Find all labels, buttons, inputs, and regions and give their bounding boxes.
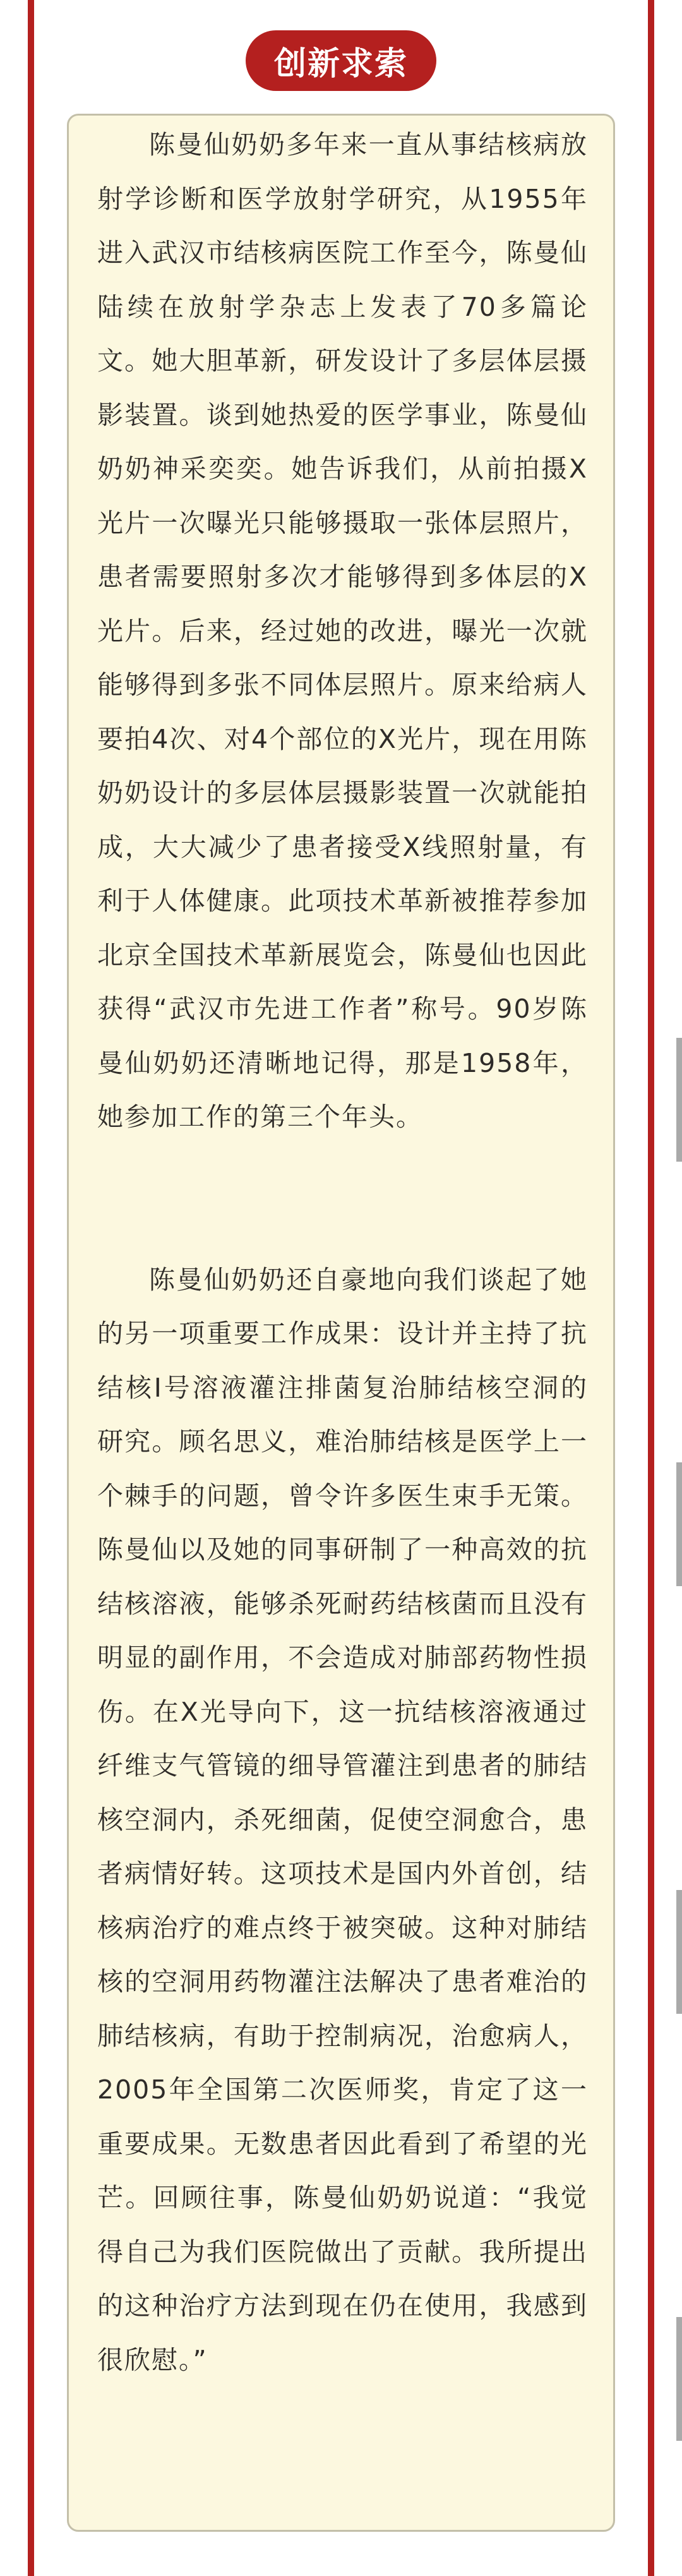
scroll-edge-mark	[676, 1890, 682, 2014]
article-paragraph-1: 陈曼仙奶奶多年来一直从事结核病放射学诊断和医学放射学研究，从1955年进入武汉市结核病医院工作至今，陈曼仙陆续在放射学杂志上发表了70多篇论文。她大胆革新，研发设计了多层体层摄影装置。谈到她热爱的医学事业，陈曼仙奶奶神采奕奕。她告诉我们，从前拍摄X光片一次曝光只能够摄取一张体层照片，患者需要照射多次才能够得到多体层的X光片。后来，经过她的改进，曝光一次就能够得到多张不同体层照片。原来给病人要拍4次、对4个部位的X光片，现在用陈奶奶设计的多层体层摄影装置一次就能拍成，大大减少了患者接受X线照射量，有利于人体健康。此项技术革新被推荐参加北京全国技术革新展览会，陈曼仙也因此获得“武汉市先进工作者”称号。90岁陈曼仙奶奶还清晰地记得，那是1958年，她参加工作的第三个年头。	[97, 129, 588, 1132]
left-border-line	[28, 0, 34, 2576]
section-title: 创新求索	[273, 45, 408, 83]
scroll-edge-mark	[676, 1038, 682, 1162]
scroll-edge-mark	[676, 1462, 682, 1586]
article-text-panel	[67, 114, 615, 2532]
scroll-edge-mark	[676, 2317, 682, 2441]
right-border-line	[648, 0, 654, 2576]
article-paragraph-2: 陈曼仙奶奶还自豪地向我们谈起了她的另一项重要工作成果：设计并主持了抗结核I号溶液灌注排菌复治肺结核空洞的研究。顾名思义，难治肺结核是医学上一个棘手的问题，曾令许多医生束手无策。陈曼仙以及她的同事研制了一种高效的抗结核溶液，能够杀死耐药结核菌而且没有明显的副作用，不会造成对肺部药物性损伤。在X光导向下，这一抗结核溶液通过纤维支气管镜的细导管灌注到患者的肺结核空洞内，杀死细菌，促使空洞愈合，患者病情好转。这项技术是国内外首创，结核病治疗的难点终于被突破。这种对肺结核的空洞用药物灌注法解决了患者难治的肺结核病，有助于控制病况，治愈病人，2005年全国第二次医师奖，肯定了这一重要成果。无数患者因此看到了希望的光芒。回顾往事，陈曼仙奶奶说道：“我觉得自己为我们医院做出了贡献。我所提出的这种治疗方法到现在仍在使用，我感到很欣慰。”	[97, 1264, 588, 2375]
section-title-badge	[246, 30, 436, 91]
